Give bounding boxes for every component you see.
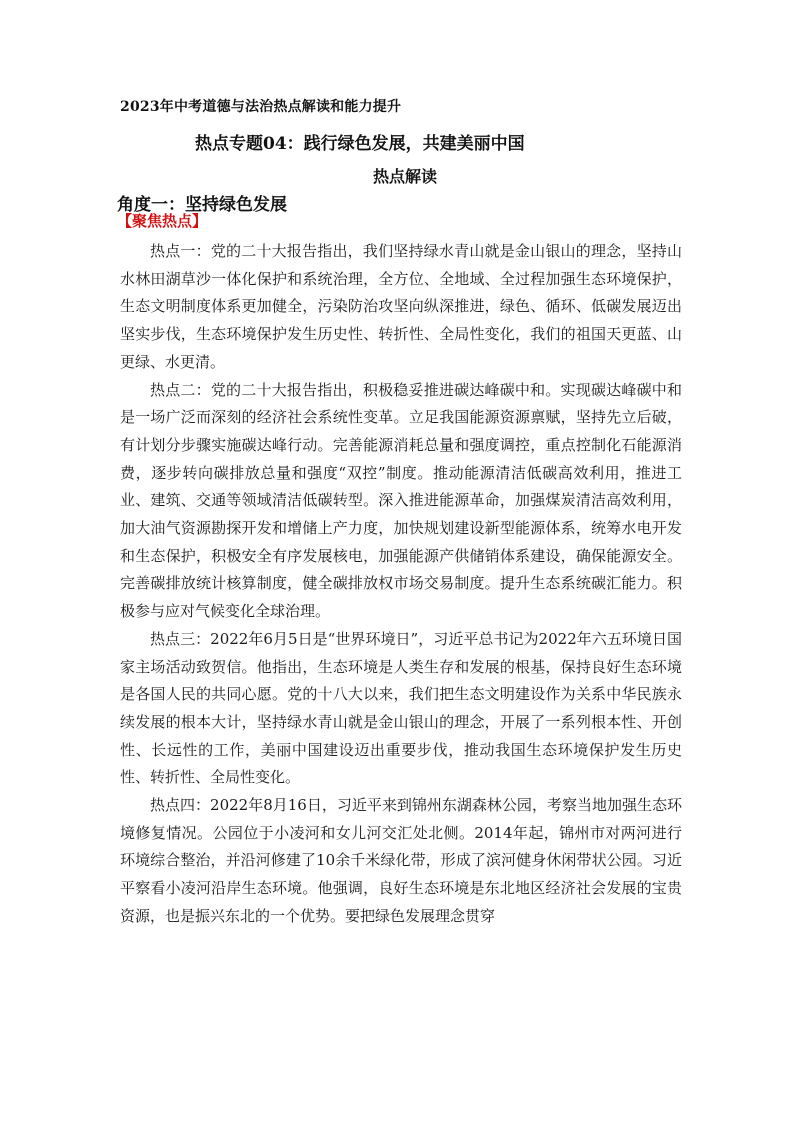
paragraph-hotspot-1: 热点一：党的二十大报告指出，我们坚持绿水青山就是金山银山的理念，坚持山水林田湖草沙一体化保护和系统治理，全方位、全地域、全过程加强生态环境保护，生态文明制度体系更加健全，污染防治攻坚向纵深推进，绿色、循环、低碳发展迈出坚实步伐，生态环境保护发生历史性、转折性、全局性变化，我们的祖国天更蓝、山更绿、水更清。 [120, 242, 682, 371]
paragraph-hotspot-2: 热点二：党的二十大报告指出，积极稳妥推进碳达峰碳中和。实现碳达峰碳中和是一场广泛而深刻的经济社会系统性变革。立足我国能源资源禀赋，坚持先立后破，有计划分步骤实施碳达峰行动。完善能源消耗总量和强度调控，重点控制化石能源消费，逐步转向碳排放总量和强度“双控”制度。推动能源清洁低碳高效利用，推进工业、建筑、交通等领域清洁低碳转型。深入推进能源革命，加强煤炭清洁高效利用，加大油气资源勘探开发和增储上产力度，加快规划建设新型能源体系，统筹水电开发和生态保护，积极安全有序发展核电，加强能源产供储销体系建设，确保能源安全。完善碳排放统计核算制度，健全碳排放权市场交易制度。提升生态系统碳汇能力。积极参与应对气候变化全球治理。 [120, 380, 682, 621]
angle-heading: 角度一：坚持绿色发展 [117, 195, 287, 215]
paragraph-hotspot-3: 热点三：2022年6月5日是“世界环境日”，习近平总书记为2022年六五环境日国家主场活动致贺信。他指出，生态环境是人类生存和发展的根基，保持良好生态环境是各国人民的共同心愿。党的十八大以来，我们把生态文明建设作为关系中华民族永续发展的根本大计，坚持绿水青山就是金山银山的理念，开展了一系列根本性、开创性、长远性的工作，美丽中国建设迈出重要步伐，推动我国生态环境保护发生历史性、转折性、全局性变化。 [120, 629, 682, 787]
document-title: 2023年中考道德与法治热点解读和能力提升 [120, 99, 402, 115]
focus-hotspot-tag: 【聚焦热点】 [117, 212, 208, 230]
topic-title: 热点专题04：践行绿色发展，共建美丽中国 [195, 134, 525, 154]
section-title: 热点解读 [373, 167, 438, 186]
document-body [120, 238, 682, 931]
paragraph-hotspot-4: 热点四：2022年8月16日，习近平来到锦州东湖森林公园，考察当地加强生态环境修复情况。公园位于小凌河和女儿河交汇处北侧。2014年起，锦州市对两河进行环境综合整治，并沿河修建了10余千米绿化带，形成了滨河健身休闲带状公园。习近平察看小凌河沿岸生态环境。他强调，良好生态环境是东北地区经济社会发展的宝贵资源，也是振兴东北的一个优势。要把绿色发展理念贯穿 [120, 796, 682, 925]
